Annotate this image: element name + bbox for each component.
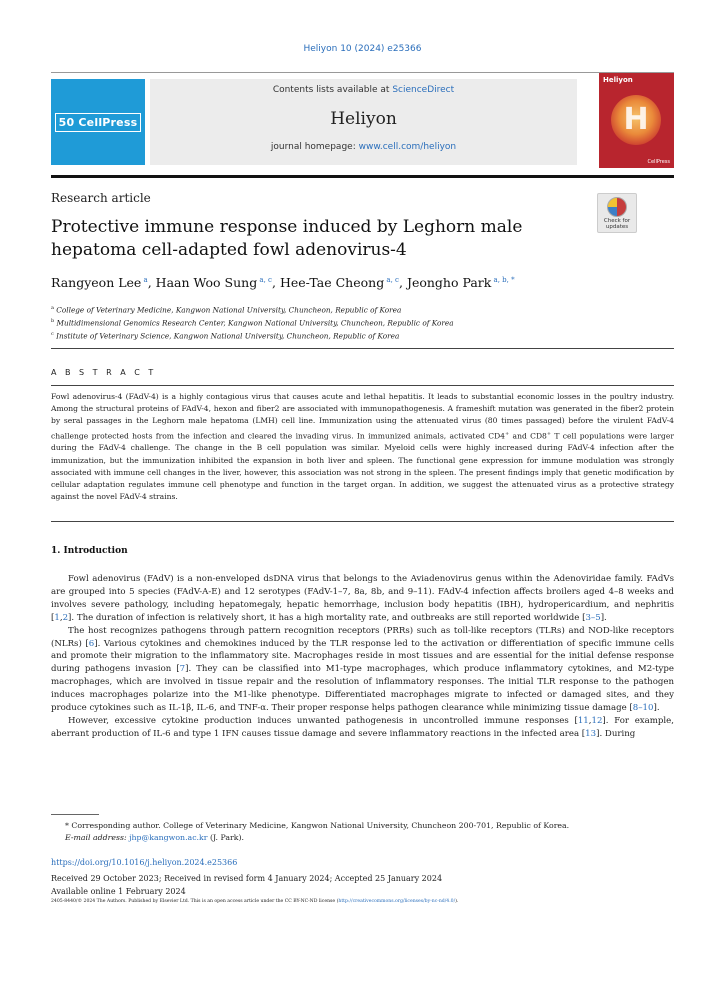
affiliation-text: Multidimensional Genomics Research Center, Kangwon National University, Chuncheon, Republic of Korea xyxy=(54,318,454,328)
sciencedirect-link[interactable]: ScienceDirect xyxy=(392,85,455,95)
affiliation-item xyxy=(51,303,454,316)
contents-prefix: Contents lists available at xyxy=(272,85,393,95)
author-separator: , xyxy=(147,275,156,290)
paragraph-text: However, excessive cytokine production induces unwanted pathogenesis in uncontrolled immune responses [ xyxy=(68,715,578,726)
license-line xyxy=(51,899,458,904)
cellpress-logo-text: 50 CellPress xyxy=(55,113,142,132)
email-label: E-mail address: xyxy=(65,833,130,842)
doi-link[interactable]: https://doi.org/10.1016/j.heliyon.2024.e25366 xyxy=(51,858,238,867)
affiliation-text: College of Veterinary Medicine, Kangwon National University, Chuncheon, Republic of Korea xyxy=(53,305,402,315)
received-dates: Received 29 October 2023; Received in revised form 4 January 2024; Accepted 25 January 2024 xyxy=(51,874,443,883)
author-affiliation-mark[interactable]: a, b, * xyxy=(491,275,515,284)
affiliation-list xyxy=(51,303,454,342)
author-name[interactable]: Haan Woo Sung xyxy=(155,275,258,290)
author-separator: , xyxy=(271,275,280,290)
paragraph-text: Fowl adenovirus (FAdV) is a non-enveloped dsDNA virus that belongs to the Aviadenovirus genus within the Adenoviridae family. FAdVs are grouped into 5 species (FAdV-A-E) and 12 serotypes (FAdV-1–7, 8a, 8b, and 9–11). FAdV-4 infection affects broilers aged 4–8 weeks and involves severe pathology, including hepatomegaly, hepatic hemorrhage, inclusion body hepatitis (IBH), hydropericardium, and nephritis [ xyxy=(51,574,674,623)
article-type: Research article xyxy=(51,191,151,205)
paragraph-text: ]. xyxy=(600,612,607,623)
section-heading-introduction: 1. Introduction xyxy=(51,546,128,556)
author-affiliation-mark[interactable]: a xyxy=(141,275,148,284)
header-thick-rule xyxy=(51,175,674,178)
journal-homepage-link[interactable]: www.cell.com/heliyon xyxy=(358,142,457,152)
abstract-rule-mid xyxy=(51,385,674,386)
paragraph-text: ]. For example, aberrant production of IL-6 and type 1 IFN causes tissue damage and severe inflammatory reactions in the infected area [ xyxy=(51,715,674,739)
paragraph-text: , xyxy=(59,612,63,623)
citation-link[interactable]: 12 xyxy=(591,715,603,726)
abstract-part: Fowl adenovirus-4 (FAdV-4) is a highly contagious virus that causes acute and lethal hepatitis. It leads to substantial economic losses in the poultry industry. Among the structural proteins of FAdV-4, hexon and fiber2 are associated with immunopathogenesis. A frameshift mutation was generated in the fiber2 protein by seral passages in the Leghorn male hepatoma (LMH) cell line. Immunization using the attenuated virus (80 times passaged) before the virulent FAdV-4 challenge protected hosts from the infection and cleared the invading virus. In immunized animals, activated CD4 xyxy=(51,392,674,441)
license-link[interactable]: http://creativecommons.org/licenses/by-nc-nd/4.0/ xyxy=(338,899,456,904)
citation-link[interactable]: 13 xyxy=(585,728,597,739)
check-updates-label: Check for updates xyxy=(603,218,631,230)
paragraph-text: ]. They can be classified into M1-type macrophages, which produce inflammatory cytokines, and M2-type macrophages, which are involved in tissue repair and the resolution of inflammatory responses. The initial TLR response to the pathogen induces macrophages polarize into the M1-like phenotype. Differentiated macrophages migrate to infected or damaged sites, and they produce cytokines such as IL-1β, IL-6, and TNF-α. Their proper response helps pathogen clearance while minimizing tissue damage [ xyxy=(51,664,674,714)
abstract-text xyxy=(51,391,674,503)
check-updates-icon xyxy=(607,197,627,217)
journal-banner xyxy=(150,79,577,165)
affiliation-mark: a xyxy=(51,305,54,311)
journal-name: Heliyon xyxy=(330,109,397,129)
abstract-sup: + xyxy=(505,430,510,437)
citation-link[interactable]: 3–5 xyxy=(585,612,601,623)
footnote xyxy=(51,820,674,844)
abstract-rule-top xyxy=(51,348,674,349)
homepage-line xyxy=(150,142,577,152)
citation-link[interactable]: 7 xyxy=(179,664,186,675)
check-for-updates-button[interactable] xyxy=(597,193,637,233)
journal-cover-image[interactable] xyxy=(599,73,674,168)
email-line xyxy=(51,832,674,844)
author-affiliation-mark[interactable]: a, c xyxy=(257,275,272,284)
paragraph-text: The host recognizes pathogens through pattern recognition receptors (PRRs) such as toll-like receptors (TLRs) and NOD-like receptors (NLRs) [ xyxy=(51,625,674,649)
citation-link[interactable]: 1 xyxy=(54,612,60,623)
author-name[interactable]: Rangyeon Lee xyxy=(51,275,142,290)
cover-h-icon: H xyxy=(623,102,649,137)
author-name[interactable]: Jeongho Park xyxy=(406,275,492,290)
intro-paragraph xyxy=(51,573,674,625)
intro-paragraph xyxy=(51,715,674,741)
affiliation-item xyxy=(51,316,454,329)
cellpress-logo[interactable] xyxy=(51,79,145,165)
license-suffix: ). xyxy=(455,899,459,904)
email-suffix: (J. Park). xyxy=(207,833,245,842)
intro-paragraph xyxy=(51,625,674,715)
article-title: Protective immune response induced by Leghorn male hepatoma cell-adapted fowl adenovirus-4 xyxy=(51,217,523,260)
paragraph-text: ]. During xyxy=(596,728,636,739)
author-list xyxy=(51,275,515,290)
abstract-part: and CD8 xyxy=(509,431,547,441)
homepage-prefix: journal homepage: xyxy=(270,142,359,152)
affiliation-text: Institute of Veterinary Science, Kangwon National University, Chuncheon, Republic of Korea xyxy=(53,331,400,341)
citation-link[interactable]: 11 xyxy=(577,715,589,726)
cover-title: Heliyon xyxy=(603,76,633,84)
abstract-part: T cell populations were larger during the FAdV-4 challenge. The change in the B cell population was similar. Myeloid cells were highly increased during FAdV-4 infection after the immunization, but the immunization inhibited the expansion in both liver and spleen. The functional gene expression for immune modulation was strongly associated with immune cell changes in the liver, however, this association was not strong in the spleen. The present findings imply that genetic modification by cellular adaptation regulates immune cell phenotype and function in the target organ. In addition, we suggest the attenuated virus as a protective strategy against the novel FAdV-4 strains. xyxy=(51,431,674,502)
affiliation-mark: c xyxy=(51,330,54,337)
citation-link[interactable]: 2 xyxy=(62,612,69,623)
paragraph-text: ]. The duration of infection is relatively short, it has a high mortality rate, and outbreaks are still reported worldwide [ xyxy=(68,612,586,623)
paragraph-text: ]. xyxy=(653,703,660,714)
available-online: Available online 1 February 2024 xyxy=(51,887,186,896)
author-separator: , xyxy=(398,275,407,290)
abstract-rule-bottom xyxy=(51,521,674,522)
author-name[interactable]: Hee-Tae Cheong xyxy=(279,275,385,290)
introduction-body xyxy=(51,573,674,741)
journal-citation[interactable]: Heliyon 10 (2024) e25366 xyxy=(303,44,422,54)
abstract-heading: A B S T R A C T xyxy=(51,368,157,377)
paragraph-text: , xyxy=(588,715,592,726)
affiliation-mark: b xyxy=(51,317,55,324)
citation-link[interactable]: 8–10 xyxy=(632,703,654,714)
article-dates xyxy=(51,872,442,898)
citation-link[interactable]: 6 xyxy=(88,638,95,649)
affiliation-item xyxy=(51,329,454,342)
cover-publisher: CellPress xyxy=(647,159,670,165)
email-link[interactable]: jhp@kangwon.ac.kr xyxy=(129,833,208,842)
paragraph-text: ]. Various cytokines and chemokines induced by the TLR response led to the activation or differentiation of specific immune cells and promote their migration to the inflammatory site. Macrophages reside in most tissues and are essential for the initial defense response during pathogens invasion [ xyxy=(51,638,674,675)
journal-header xyxy=(51,73,674,173)
corresponding-author-note: * Corresponding author. College of Veterinary Medicine, Kangwon National University, Chuncheon 200-701, Republic of Korea. xyxy=(65,821,570,830)
license-text: 2405-8440/© 2024 The Authors. Published by Elsevier Ltd. This is an open access article under the CC BY-NC-ND license ( xyxy=(51,899,339,904)
footnote-rule xyxy=(51,814,99,815)
contents-line xyxy=(150,85,577,95)
abstract-sup: + xyxy=(546,430,552,437)
author-affiliation-mark[interactable]: a, c xyxy=(384,275,399,284)
